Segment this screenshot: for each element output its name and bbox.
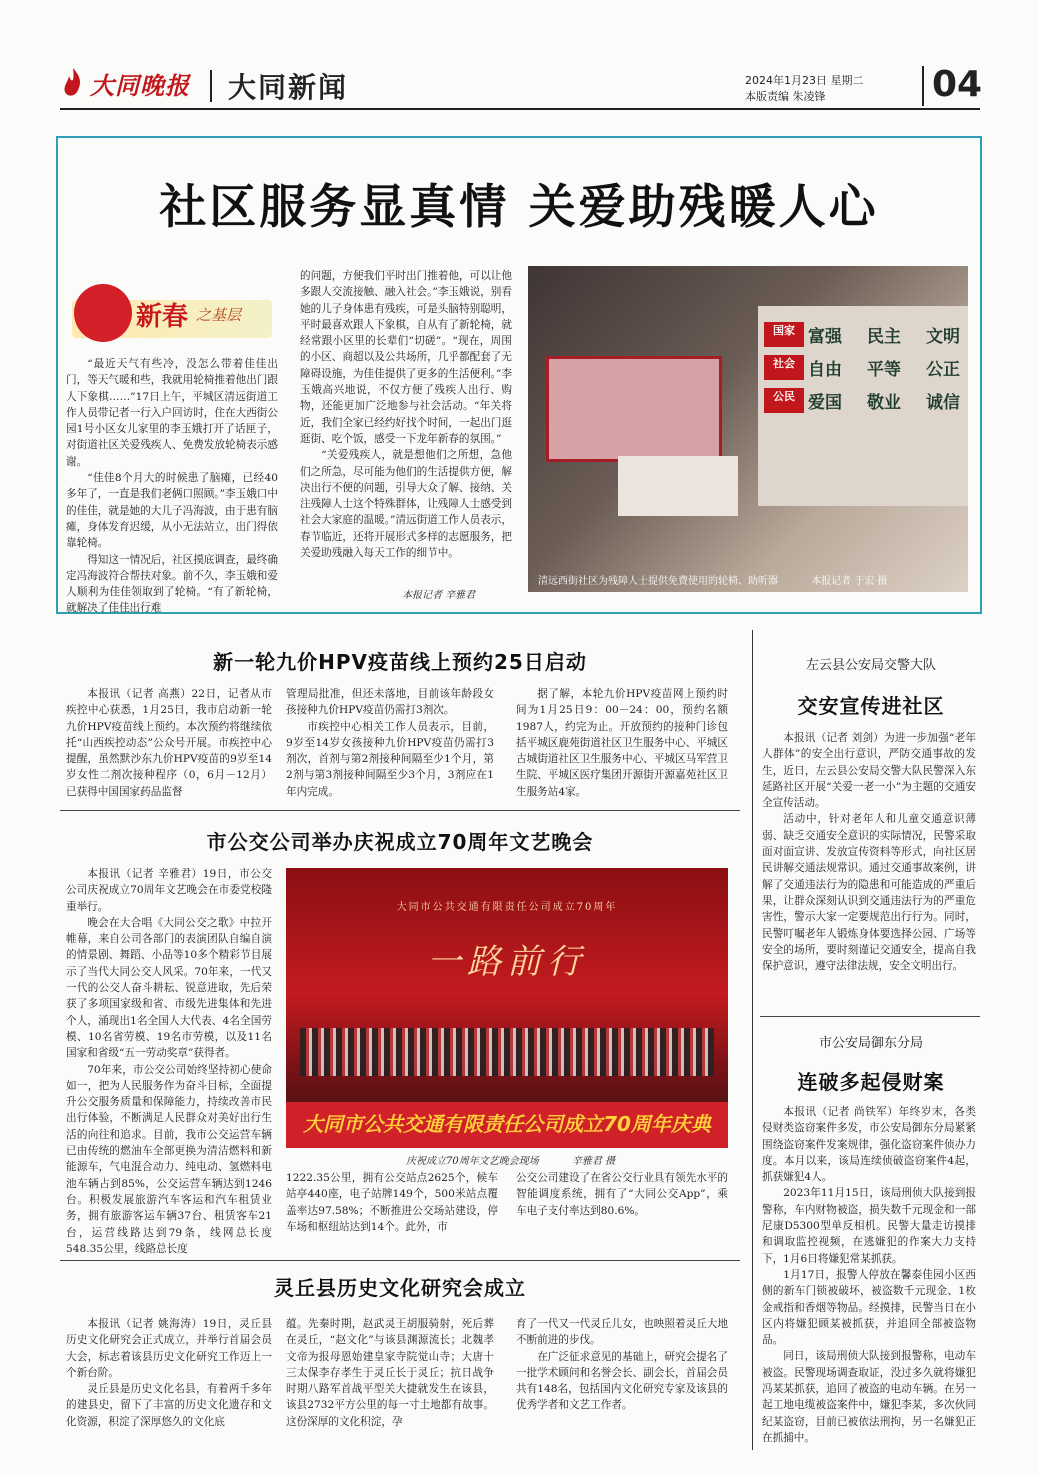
bus-photo-caption [406,1152,615,1167]
photo-table [618,456,738,516]
theft-kicker: 市公安局御东分局 [818,1036,923,1051]
photo-sign: 自由 [808,360,842,380]
page-number-separator [922,66,924,106]
paragraph: 的问题，方便我们平时出门推着他，可以让他多跟人交流接触、融入社会。”李玉娥说，别看她的儿子身体患有残疾，可是头脑特别聪明，平时最喜欢跟人下象棋，自从有了新轮椅，就经常跟小区里的长辈们“切磋”。“现在，周围的小区、商超以及公共场所，几乎都配套了无障碍设施，为佳佳提供了更多的生活便利。”李玉娥高兴地说，不仅方便了残疾人出行、购物，还能更加广泛地参与社会活动。“年关将近，我们全家已经约好找个时间，一起出门逛逛街、吃个饭，感受一下龙年新春的氛围。” [300,270,512,445]
photo-sign: 富强 [808,327,842,347]
paragraph: 灵丘县是历史文化名县，有着两千多年的建县史，留下了丰富的历史文化遗存和文化资源，积淀了深厚悠久的文化底 [66,1383,272,1428]
photo-sign: 社会 [764,355,804,380]
paragraph: 本报讯（记者 高燕）22日，记者从市疾控中心获悉，1月25日，我市启动新一轮九价HPV疫苗线上预约。本次预约将继续依托“山西疾控动态”公众号开展。市疾控中心提醒，虽然默沙东九价HPV疫苗的9岁至14岁女性二剂次接种程序（0，6月－12月）已获得中国国家药品监督 [66,688,272,798]
lingqiu-headline: 灵丘县历史文化研究会成立 [274,1276,526,1300]
column-divider [752,630,753,1450]
section-rule [60,1260,740,1261]
theft-headline: 连破多起侵财案 [797,1070,945,1094]
paragraph: 本报讯（记者 尚铁军）年终岁末，各类侵财类盗窃案件多发，市公安局御东分局紧紧围绕盗窃案件发案规律，强化盗窃案件侦办力度。本月以来，该局连续侦破盗窃案件4起，抓获嫌犯4人。 [762,1106,976,1184]
paragraph: 2023年11月15日，该局刑侦大队接到报警称，车内财物被盗，损失数千元现金和一部尼康D5300型单反相机。民警大量走访摸排和调取监控视频，在逃嫌犯的作案大力支持下，1月6日将嫌犯常某抓获。 [762,1187,976,1265]
hpv-headline: 新一轮九价HPV疫苗线上预约25日启动 [213,650,587,674]
paragraph: “佳佳8个月大的时候患了脑瘫，已经40多年了，一直是我们老俩口照顾。”李玉娥口中的佳佳，就是她的大儿子冯海波，由于患有脑瘫，身体发育迟缓，从小无法站立，出门得依靠轮椅。 [66,472,278,550]
paragraph: 70年来，市公交公司始终坚持初心使命如一，把为人民服务作为奋斗目标，全面提升公交服务质量和保障能力，持续改善市民出行体验，不断满足人民群众对美好出行生活的向往和追求。目前，我市公交运营车辆已由传统的燃油车全部更换为清洁燃料和新能源车，气电混合动力、纯电动、氢燃料电池车辆占到85%，公交运营车辆达到1246台。积极发展旅游汽车客运和汽车租赁业务，拥有旅游客运车辆37台、租赁客车21台，运营线路达到79条，线网总长度548.35公里，线路总长度 [66,1063,272,1255]
traffic-headline: 交安宣传进社区 [797,694,945,718]
photo-sign: 公民 [764,388,804,413]
paragraph: “关爱残疾人，就是想他们之所想，急他们之所急，尽可能为他们的生活提供方便，解决出行不便的问题，引导大众了解、接纳、关注残障人士这个特殊群体，让残障人士感受到社会大家庭的温暖。”清远街道工作人员表示，春节临近，还将开展形式多样的志愿服务，把关爱助残融入每天工作的细节中。 [300,449,512,560]
date-line [745,73,864,105]
caption-credit: 辛雅君 摄 [571,1156,616,1167]
logo-text: 大同晚报 [90,71,190,100]
issue-date: 2024年1月23日 星期二 [745,74,864,87]
caption-text: 清远西街社区为残障人士提供免费使用的轮椅、助听器 [538,576,778,587]
hpv-column-2 [286,686,494,800]
paragraph: 蕴。先秦时期，赵武灵王胡服骑射，死后葬在灵丘，“赵文化”与该县渊源流长；北魏孝文帝为报母恩始建皇家寺院觉山寺；大唐十三太保李存孝生于灵丘长于灵丘；抗日战争时期八路军首战平型关大捷就发生在该县，该县2732平方公里的每一寸土地都有故事。这份深厚的文化积淀，孕 [286,1318,494,1428]
photo-sign: 文明 [926,327,960,347]
paragraph: 1222.35公里，拥有公交站点2625个，候车站亭440座，电子站牌149个，500米站点覆盖率达97.58%；不断推进公交场站建设，停车场和枢纽站达到14个。此外，市 [286,1172,498,1233]
newspaper-logo [60,62,205,104]
paragraph: 本报讯（记者 辛雅君）19日，市公交公司庆祝成立70周年文艺晚会在市委党校隆重举行。 [66,868,272,913]
photo-stage-top-text: 大同市公共交通有限责任公司成立70周年 [396,902,618,913]
badge-main: 新春 [136,302,189,332]
badge-sub: 之基层 [196,306,242,324]
paragraph: 本报讯（记者 刘剑）为进一步加强“老年人群体”的安全出行意识，严防交通事故的发生，近日，左云县公安局交警大队民警深入东延路社区开展“关爱一老一小”为主题的交通安全宣传活动。 [762,732,976,810]
paragraph: 据了解，本轮九价HPV疫苗网上预约时间为1月25日9：00－24：00，预约名额1987人，约完为止。开放预约的接种门诊包括平城区鹿苑街道社区卫生服务中心、平城区古城街道社区卫生服务中心、平城区马军营卫生院、平城区医疗集团开源街开源嘉苑社区卫生服务站4家。 [516,688,728,798]
paragraph: 本报讯（记者 姚海涛）19日，灵丘县历史文化研究会正式成立，并举行首届会员大会，标志着该县历史文化研究工作迈上一个新台阶。 [66,1318,272,1379]
photo-stage-title: 一路前行 [427,942,587,982]
lingqiu-column-1 [66,1316,272,1430]
paragraph: 公交公司建设了在省公交行业具有领先水平的智能调度系统，拥有了“大同公交App”，乘车电子支付率达到80.6%。 [516,1172,728,1217]
feature-column-1 [66,356,278,617]
paragraph: 晚会在大合唱《大同公交之歌》中拉开帷幕，来自公司各部门的表演团队自编自演的情景剧、舞蹈、小品等10多个精彩节目展示了当代大同公交人风采。70年来，一代又一代的公交人奋斗耕耘、锐意进取，先后荣获了多项国家级和省、市级先进集体和先进个人，涌现出1名全国人大代表、4名全国劳模、10名省劳模、19名市劳模，以及11名国家和省级“五一劳动奖章”获得者。 [66,916,272,1060]
page-editor: 本版责编 朱凌锋 [745,90,826,103]
lingqiu-column-2 [286,1316,494,1430]
paragraph: 育了一代又一代灵丘儿女，也映照着灵丘大地不断前进的步伐。 [516,1318,728,1347]
paragraph: 管理局批准，但还未落地，目前该年龄段女孩接种九价HPV疫苗仍需打3剂次。 [286,688,494,717]
bus-headline: 市公交公司举办庆祝成立70周年文艺晚会 [206,830,594,854]
traffic-kicker: 左云县公安局交警大队 [805,658,936,673]
section-rule [60,810,740,811]
photo-display-board [546,356,722,462]
bus-photo [286,868,728,1148]
photo-sign: 民主 [867,327,901,347]
masthead-rule [60,108,980,110]
paragraph: 在广泛征求意见的基础上，研究会提名了一批学术顾问和名誉会长、副会长，首届会员共有148名，包括国内文化研究专家及该县的优秀学者和文艺工作者。 [516,1350,728,1412]
feature-photo [528,266,968,592]
photo-performers [300,1028,714,1076]
bus-column-2 [286,1170,498,1235]
paragraph: 同日，该局刑侦大队接到报警称，电动车被盗。民警现场调查取证，没过多久就将嫌犯冯某某抓获，追回了被盗的电动车辆。在另一起工地电缆被盗案件中，嫌犯李某，多次伙同纪某盗窃，目前已被依法刑拘，另一名嫌犯正在抓捕中。 [762,1350,976,1444]
caption-credit: 本报记者 于宏 摄 [811,576,888,587]
photo-stage-banner: 大同市公共交通有限责任公司成立70周年庆典 [303,1112,711,1136]
photo-values-wall [758,306,968,506]
paragraph: 市疾控中心相关工作人员表示，目前，9岁至14岁女孩接种九价HPV疫苗仍需打3剂次，首剂与第2剂接种间隔至少1个月，第2剂与第3剂接种间隔至少3个月，3剂应在1年内完成。 [286,720,494,798]
paragraph: 1月17日，报警人停放在馨泰佳园小区西侧的新车门锁被破坏，被盗数千元现金、1枚金戒指和香烟等物品。经摸排，民警当日在小区内将嫌犯顾某被抓获，并追回全部被盗物品。 [762,1268,976,1347]
paragraph: “最近天气有些冷，没怎么带着佳佳出门，等天气暖和些，我就用轮椅推着他出门跟人下象棋……”17日上午，平城区清远街道工作人员带记者一行入户回访时，住在大西街公园1号小区女儿家里的李玉娥打开了话匣子，对街道社区关爱残疾人、免费发放轮椅表示感谢。 [66,358,278,468]
photo-sign: 诚信 [926,393,960,413]
photo-sign: 公正 [926,360,960,380]
lingqiu-column-3 [516,1316,728,1414]
seal-icon [74,284,132,342]
section-title: 大同新闻 [228,71,349,104]
hpv-column-1 [66,686,272,800]
flame-logo-icon [60,66,86,100]
hpv-column-3 [516,686,728,800]
photo-sign: 爱国 [808,393,842,413]
bus-column-3 [516,1170,728,1219]
feature-photo-caption [538,572,958,587]
feature-column-2 [300,268,512,561]
bus-column-1 [66,866,272,1257]
photo-sign: 平等 [867,360,901,380]
caption-text: 庆祝成立70周年文艺晚会现场 [406,1156,539,1167]
masthead-separator [210,70,212,102]
photo-sign: 敬业 [867,393,901,413]
page-number: 04 [932,64,983,105]
photo-sign: 国家 [764,322,804,347]
feature-headline: 社区服务显真情 关爱助残暖人心 [159,180,879,235]
feature-byline: 本报记者 辛雅君 [402,590,476,601]
paragraph: 活动中，针对老年人和儿童交通意识薄弱、缺乏交通安全意识的实际情况，民警采取面对面宣讲、发放宣传资料等形式，向社区居民讲解交通法规常识。通过交通事故案例，讲解了交通违法行为的隐患和可能造成的严重后果，让群众深刻认识到交通违法行为的严重危害性，警示大家一定要规范出行行为。同时，民警叮嘱老年人锻炼身体要选择公园、广场等安全的场所，要时刻谨记交通安全，提高自我保护意识，遵守法律法规，安全文明出行。 [762,813,976,973]
section-rule [760,1016,980,1017]
theft-body [762,1104,976,1446]
traffic-body [762,730,976,974]
paragraph: 得知这一情况后，社区摸底调查，最终确定冯海波符合帮扶对象。前不久，李玉娥和爱人顺利为佳佳领取到了轮椅。“有了新轮椅，就解决了佳佳出行难 [66,553,278,615]
